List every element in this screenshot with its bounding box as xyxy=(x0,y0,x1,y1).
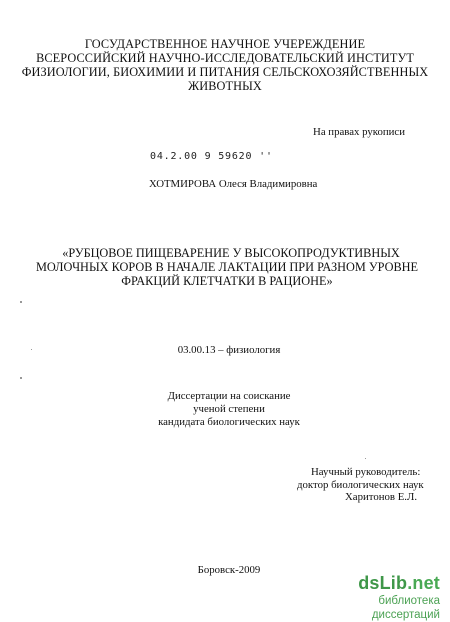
scan-speck xyxy=(365,458,366,459)
dissertation-title-line-3: ФРАКЦИЙ КЛЕТЧАТКИ В РАЦИОНЕ» xyxy=(121,274,333,288)
specialty-code: 03.00.13 – физиология xyxy=(177,344,281,356)
dissertation-title-line-2: МОЛОЧНЫХ КОРОВ В НАЧАЛЕ ЛАКТАЦИИ ПРИ РАЗНОМ УРОВНЕ xyxy=(35,260,419,274)
scan-speck xyxy=(20,377,22,379)
scan-speck xyxy=(31,349,32,350)
registry-number: 04.2.00 9 59620 '' xyxy=(150,151,273,162)
watermark-logo xyxy=(320,574,440,592)
dslib-watermark xyxy=(320,574,440,622)
watermark-brand-tld: .net xyxy=(407,573,440,593)
place-year: Боровск-2009 xyxy=(197,564,261,576)
author-name: ХОТМИРОВА Олеся Владимировна xyxy=(149,178,318,190)
institution-line-1: ГОСУДАРСТВЕННОЕ НАУЧНОЕ УЧЕРЕЖДЕНИЕ xyxy=(84,37,366,51)
degree-line-3: кандидата биологических наук xyxy=(158,416,300,428)
supervisor-label: Научный руководитель: xyxy=(311,466,421,478)
dissertation-title-line-1: «РУБЦОВОЕ ПИЩЕВАРЕНИЕ У ВЫСОКОПРОДУКТИВНЫХ xyxy=(62,246,400,260)
institution-line-4: ЖИВОТНЫХ xyxy=(188,79,262,93)
institution-line-2: ВСЕРОССИЙСКИЙ НАУЧНО-ИССЛЕДОВАТЕЛЬСКИЙ ИНСТИТУТ xyxy=(36,51,414,65)
watermark-brand-main: dsLib xyxy=(358,573,408,593)
degree-line-2: ученой степени xyxy=(193,403,265,415)
supervisor-name: Харитонов Е.Л. xyxy=(345,491,418,503)
degree-line-1: Диссертации на соискание xyxy=(167,390,291,402)
supervisor-degree: доктор биологических наук xyxy=(297,479,424,491)
institution-line-3: ФИЗИОЛОГИИ, БИОХИМИИ И ПИТАНИЯ СЕЛЬСКОХОЗЯЙСТВЕННЫХ xyxy=(21,65,429,79)
scan-speck xyxy=(20,301,22,303)
rights-note: На правах рукописи xyxy=(313,126,405,138)
watermark-subtitle: библиотека диссертаций xyxy=(371,595,440,621)
